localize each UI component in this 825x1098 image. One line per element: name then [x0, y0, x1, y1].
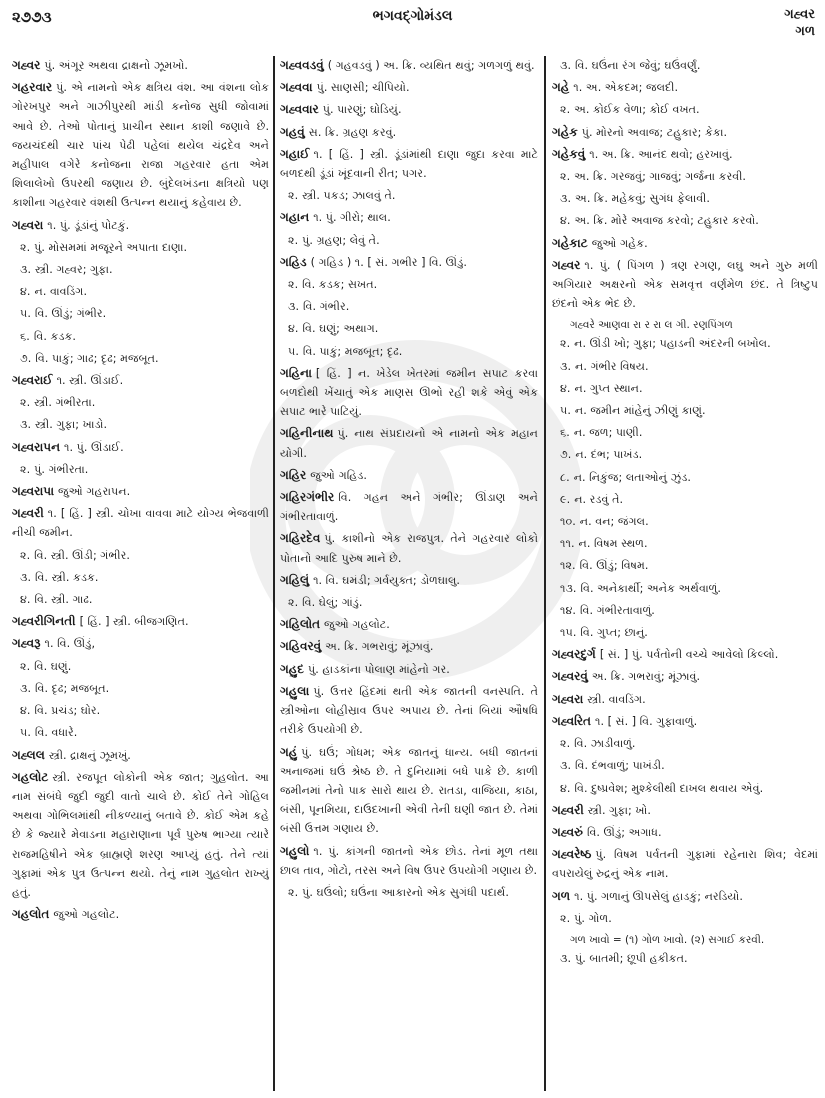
- dictionary-entry: [12, 768, 269, 902]
- definition: જુઓ ગહિડ.: [310, 468, 367, 482]
- sense-number: ૩.: [560, 359, 572, 373]
- dictionary-entry: [280, 466, 538, 485]
- dictionary-entry: [280, 100, 538, 119]
- definition: ૧. પું. ગીરો; થાલ.: [313, 211, 391, 225]
- definition: પું. અંગૂર અથવા દ્રાક્ષનો ઝૂમખો.: [44, 59, 188, 72]
- definition: પું. સાણસી; ચીપિયો.: [316, 81, 410, 95]
- sense-item: [552, 490, 818, 509]
- definition: પું. એ નામનો એક ક્ષત્રિય વંશ. આ વંશના લોક ગોરખપુર અને ગાઝીપુરથી માંડી કનોજ સુધી જોવામાં આવે છે. તેઓ પોતાનું પ્રાચીન સ્થાન કાશી જણાવે છે. જયચંદથી ચાર પાંચ પેઢી પહેલાં થયેલ ચંદ્રદેવ અને મહીપાલ વગેરે કનોજના રાજા ગહરવાર હતા એમ શિલાલેખો ઉપરથી જણાય છે. બુંદેલખંડના ક્ષત્રિયો પણ કાશીના ગહરવાર વંશથી ઉત્પન્ન થયાનું કહેવાય છે.: [12, 81, 269, 210]
- usage-quote: ગહ્વરે આણવા રા ર રા લ ગી. રણપિંગળ: [570, 319, 733, 332]
- definition: પું. બાતમી; છૂપી હકીકત.: [575, 951, 688, 965]
- sense-number: ૨.: [20, 548, 31, 562]
- sense-number: ૨.: [288, 233, 299, 247]
- headword: ગહ્વરી: [12, 506, 44, 521]
- definition: સ. ક્રિ. ગ્રહણ કરવું.: [308, 125, 397, 139]
- dictionary-columns: [0, 56, 825, 1096]
- headword: ગહ્વરિત: [552, 713, 592, 728]
- definition: ૧. [ હિં. ] સ્ત્રી. ડૂંડાંમાંથી દાણા જુદા કરવા માટે બળદથી ડૂંડાં ખૂંદવાની રીત; પગર.: [280, 147, 538, 181]
- definition: અ. ક્રિ. ગભરાવું; મૂંઝાવું.: [325, 640, 434, 654]
- definition: ( ગહિડ ) ૧. [ સં. ગભીર ] વિ. ઊંડું.: [310, 255, 467, 269]
- sense-item: [12, 393, 269, 412]
- definition: વિ. દંભવાળું; પાખંડી.: [575, 759, 665, 773]
- definition: ન. નિકુંજ; લતાઓનું ઝુંડ.: [573, 470, 691, 484]
- headword: ગહેકાટ: [552, 235, 588, 250]
- sense-number: ૨.: [560, 911, 571, 925]
- headword: ગહરવાર: [12, 80, 53, 95]
- guide-word-first: ગહ્વર: [784, 7, 815, 22]
- sense-number: ૨.: [560, 337, 571, 351]
- column-divider: [273, 56, 275, 1091]
- dictionary-entry: [12, 612, 269, 631]
- dictionary-entry: [12, 634, 269, 653]
- dictionary-entry: [552, 801, 818, 820]
- dictionary-entry: [12, 438, 269, 457]
- column-divider: [544, 56, 546, 1091]
- sense-number: ૨.: [20, 396, 31, 410]
- dictionary-entry: [280, 743, 538, 839]
- sense-number: ૫.: [560, 404, 571, 418]
- headword: ગહ્વરદુર્ગ: [552, 647, 596, 662]
- sense-number: ૩.: [560, 951, 572, 965]
- sense-item: [552, 167, 818, 186]
- sense-number: ૨.: [288, 278, 299, 292]
- headword: ગહવું: [280, 124, 305, 139]
- dictionary-entry: [552, 712, 818, 731]
- sense-number: ૯.: [560, 492, 571, 506]
- sense-item: [552, 909, 818, 928]
- headword: ગહલોત: [12, 907, 50, 922]
- sense-number: ૪.: [560, 781, 571, 795]
- sense-item: [12, 546, 269, 565]
- definition: વિ. ઝાડીવાળું.: [574, 737, 636, 751]
- definition: સ્ત્રી. રજપૂત લોકોની એક જાત; ગુહલોત. આ નામ સંબંધે જુદી જુદી વાતો ચાલે છે. કોઈ તેને ગોહિલ અથવા ગોભિલમાંથી નીકળ્યાનું બતાવે છે. કોઈ એમ કહે છે કે જ્યારે મેવાડના મહારાણાના પૂર્વ પુરુષ ભાગ્યા ત્યારે રાજમહિષીને એક બ્રાહ્મણે શરણ આપ્યું હતું. તેને ત્યાં ગુફામાં એક પુત્ર ઉત્પન્ન થયો. તેનું નામ ગુહલોત રાખ્યું હતું.: [12, 770, 269, 899]
- dictionary-entry: [552, 123, 818, 142]
- sense-number: ૬.: [560, 426, 570, 440]
- sense-item: [12, 701, 269, 720]
- headword: ગહ્લલ: [12, 747, 45, 762]
- dictionary-entry: [280, 123, 538, 142]
- dictionary-entry: [280, 637, 538, 656]
- dictionary-entry: [552, 845, 818, 883]
- headword: ગહેક: [552, 124, 578, 139]
- definition: ૧. પું. ગળાનું ઊપસેલું હાડકું; નરડિયો.: [574, 889, 743, 903]
- definition: પું. વિષમ પર્વતની ગુફામાં રહેનારા શિવ; વેદમાં વપરાયેલું રુદ્રનું એક નામ.: [552, 848, 818, 881]
- sense-number: ૨.: [20, 462, 31, 476]
- sense-item: [280, 593, 538, 612]
- sense-item: [552, 56, 818, 75]
- sense-number: ૩.: [20, 418, 32, 432]
- definition: પું. નાથ સંપ્રદાયનો એ નામનો એક મહાન યોગી.: [280, 427, 538, 460]
- definition: ૧. અ. ક્રિ. આનંદ થવો; હરખાવું.: [589, 147, 733, 161]
- definition: વિ. વધારે.: [34, 726, 78, 740]
- sense-item: [552, 949, 818, 968]
- definition: અ. ક્રિ. મોરે અવાજ કરવો; ટહુકાર કરવો.: [574, 214, 759, 228]
- dictionary-entry: [552, 78, 818, 97]
- column-3: [552, 56, 818, 1091]
- definition: પું. ગ્રહણ; લેવું તે.: [302, 233, 380, 247]
- sense-item: [552, 579, 818, 598]
- headword: ગહિર: [280, 467, 307, 482]
- sense-item: [280, 297, 538, 316]
- sense-item: [280, 319, 538, 338]
- sense-number: ૧૪.: [560, 603, 576, 617]
- definition: વિ. કડક.: [33, 329, 76, 343]
- sense-item: [12, 590, 269, 609]
- dictionary-entry: [552, 887, 818, 906]
- sense-number: ૧૦.: [560, 515, 576, 529]
- dictionary-entry: [12, 746, 269, 765]
- dictionary-entry: [552, 823, 818, 842]
- headword: ગહુલો: [280, 843, 310, 858]
- dictionary-entry: [280, 571, 538, 590]
- sense-item: [552, 556, 818, 575]
- dictionary-entry: [280, 253, 538, 272]
- definition: સ્ત્રી. ગુફા; ખાડો.: [35, 418, 108, 432]
- dictionary-entry: [280, 660, 538, 679]
- sense-number: ૨.: [560, 170, 571, 184]
- sense-item: [280, 186, 538, 205]
- headword: ગહ્વરવું: [552, 669, 588, 684]
- definition: [ હિં. ] સ્ત્રી. બીજગણિત.: [79, 615, 189, 629]
- definition: વિ. ઘણું; અથાગ.: [302, 322, 379, 336]
- sense-number: ૩.: [560, 759, 572, 773]
- sense-item: [280, 275, 538, 294]
- sense-item: [552, 334, 818, 353]
- sense-item: [552, 100, 818, 119]
- headword: ગહાઈ: [280, 146, 310, 161]
- sense-number: ૨.: [20, 240, 31, 254]
- definition: ન. ગુપ્ત સ્થાન.: [574, 381, 643, 395]
- dictionary-entry: [552, 667, 818, 686]
- definition: પું. કાશીનો એક રાજપુત્ર. તેને ગહરવાર લોકો પોતાનો આદિ પુરુષ માને છે.: [280, 532, 538, 565]
- definition: વિ. સ્ત્રી. ઊંડી; ગંભીર.: [34, 548, 130, 562]
- definition: ન. દંભ; પાખંડ.: [575, 448, 643, 462]
- headword: ગહિનીનાથ: [280, 426, 334, 441]
- definition: અ. કોઈક વેળા; કોઈ વખત.: [574, 103, 700, 117]
- definition: ૧. પું. કાંગની જાતનો એક છોડ. તેનાં મૂળ તથા છાલ તાવ, ગોટો, તરસ અને વિષ ઉપર ઉપયોગી ગણાય છે.: [280, 844, 538, 877]
- sense-item: [552, 211, 818, 230]
- definition: ( ગહવડવું ) અ. ક્રિ. વ્યથિત થવું; ગળગળું થવું.: [327, 59, 535, 72]
- definition: ૧. [ સં. ] વિ. ગુફાવાળું.: [595, 714, 698, 728]
- dictionary-entry: [12, 78, 269, 212]
- definition: ન. ઊંડી ખો; ગુફા; પહાડની અંદરની બખોલ.: [574, 337, 771, 351]
- sense-number: ૧૧.: [560, 537, 575, 551]
- definition: વિ. ઊંડું; ગંભીર.: [34, 307, 107, 321]
- book-title: ભગવદ્ગોમંડલ: [372, 8, 453, 24]
- definition: જુઓ ગહલોટ.: [324, 618, 390, 632]
- headword: ગળ: [552, 888, 571, 903]
- sense-number: ૫.: [288, 344, 299, 358]
- sense-number: ૨.: [560, 737, 571, 751]
- definition: વિ. ઊંડું; અગાધ.: [586, 825, 662, 839]
- definition: વિ. દુષ્પ્રવેશ; મુશ્કેલીથી દાખલ થવાય એવું.: [574, 781, 764, 795]
- sense-number: ૧૨.: [560, 559, 576, 573]
- headword: ગહિરગંભીર: [280, 490, 335, 505]
- definition: પું. પારણું; ઘોડિયું.: [322, 103, 402, 117]
- dictionary-entry: [280, 842, 538, 880]
- definition: વિ. પાકું; ગાઢ; દૃઢ; મજબૂત.: [35, 351, 159, 365]
- sense-item: [12, 568, 269, 587]
- sense-number: ૩.: [560, 59, 572, 72]
- sense-number: ૭.: [560, 448, 572, 462]
- definition: [ હિં. ] ન. ખેડેલ ખેતરમાં જમીન સપાટ કરવા બળદોથી ખેંચાતું એક માણસ ઊભો રહી શકે એવું એક સપાટ ભારે પાટિયું.: [280, 366, 538, 419]
- definition: વિ. દૃઢ; મજબૂત.: [35, 681, 110, 695]
- headword: ગહ્વરા: [552, 691, 584, 706]
- dictionary-entry: [280, 78, 538, 97]
- sense-number: ૧૩.: [560, 581, 577, 595]
- headword: ગહિરદેવ: [280, 531, 321, 546]
- sense-item: [552, 756, 818, 775]
- headword: ગહ્વરા: [12, 217, 44, 232]
- definition: ન. વન; જંગલ.: [579, 515, 649, 529]
- sense-number: ૫.: [20, 307, 31, 321]
- dictionary-entry: [280, 488, 538, 526]
- headword: ગહ્વરેષ્ઠ: [552, 847, 592, 862]
- headword: ગહે: [552, 80, 570, 95]
- page-number: ૨૭૭૩: [12, 8, 52, 26]
- sense-item: [552, 623, 818, 642]
- sense-item: [12, 304, 269, 323]
- definition: ૧. [ હિં. ] સ્ત્રી. ચોખા વાવવા માટે યોગ્ય ભેજવાળી નીચી જમીન.: [12, 507, 269, 540]
- headword: ગહુલા: [280, 683, 310, 698]
- sense-item: [12, 349, 269, 368]
- dictionary-entry: [552, 234, 818, 253]
- definition: સ્ત્રી. દ્રાક્ષનું ઝૂમખું.: [48, 748, 131, 762]
- sense-number: ૨.: [20, 659, 31, 673]
- definition: ૧. પું. ઊંડાઈ.: [64, 440, 124, 454]
- definition: ન. વાવડિંગ.: [34, 285, 88, 299]
- sense-item: [552, 423, 818, 442]
- definition: વિ. પાકું; મજબૂત; દૃઢ.: [302, 344, 403, 358]
- definition: પું. ગંભીરતા.: [34, 462, 89, 476]
- dictionary-entry: [280, 56, 538, 75]
- definition: ૧. વિ. ઘમંડી; ગર્વયુક્ત; ડોળઘાલુ.: [313, 573, 460, 587]
- column-1: [12, 56, 269, 1091]
- sense-item: [12, 679, 269, 698]
- sense-item: [552, 379, 818, 398]
- dictionary-entry: [12, 216, 269, 235]
- definition: વિ. ગંભીર.: [303, 300, 350, 314]
- sense-item: [552, 779, 818, 798]
- sense-number: ૨.: [288, 885, 299, 899]
- sense-number: ૨.: [288, 189, 299, 203]
- definition: પું. મોસમમાં મજૂરને અપાતા દાણા.: [34, 240, 188, 254]
- definition: વિ. ઘણું.: [34, 659, 72, 673]
- dictionary-entry: [552, 690, 818, 709]
- sense-item: [12, 327, 269, 346]
- definition: વિ. ગંભીરતાવાળું.: [579, 603, 655, 617]
- definition: ન. રડવું તે.: [574, 492, 624, 506]
- definition: વિ. સ્ત્રી. ગાઢ.: [34, 593, 93, 607]
- definition: ૧. અ. એકદમ; જલદી.: [573, 81, 679, 95]
- definition: પું. ઘઉંલો; ઘઉંના આકારનો એક સુગંધી પદાર્થ.: [302, 885, 509, 899]
- headword: ગહિવરવું: [280, 639, 322, 654]
- sense-item: [12, 282, 269, 301]
- guide-word-last: ગળ: [795, 24, 815, 39]
- headword: ગહ્વવા: [280, 80, 313, 95]
- headword: ગહ્વરાપન: [12, 439, 61, 454]
- sense-item: [552, 468, 818, 487]
- dictionary-entry: [280, 424, 538, 462]
- definition: જુઓ ગહલોટ.: [53, 908, 120, 922]
- definition: ૧. વિ. ઊંડું,: [44, 637, 96, 651]
- sense-number: ૪.: [288, 322, 299, 336]
- definition: વિ. ગહન અને ગંભીર; ઊંડાણ અને ગંભીરતાવાળું.: [280, 491, 538, 524]
- sense-item: [12, 238, 269, 257]
- definition: વિ. પ્રચંડ; ઘોર.: [34, 704, 101, 718]
- dictionary-entry: [280, 682, 538, 740]
- page-header: [0, 0, 825, 50]
- definition: સ્ત્રી. વાવડિંગ.: [587, 692, 646, 706]
- dictionary-entry: [552, 256, 818, 314]
- definition: ન. જમીન માંહેનું ઝીણું કાણું.: [574, 404, 706, 418]
- headword: ગહિલું: [280, 572, 310, 587]
- definition: પું. હાડકાંના પોલાણ માંહેનો ગર.: [308, 662, 450, 676]
- sense-number: ૨.: [560, 103, 571, 117]
- dictionary-entry: [280, 364, 538, 422]
- dictionary-entry: [280, 529, 538, 567]
- sense-item: [280, 231, 538, 250]
- definition: વિ. સ્ત્રી. કડક.: [35, 570, 99, 584]
- dictionary-entry: [552, 645, 818, 664]
- definition: ન. જળ; પાણી.: [573, 426, 643, 440]
- dictionary-entry: [12, 504, 269, 542]
- sense-item: [280, 342, 538, 361]
- sense-number: ૩.: [20, 570, 32, 584]
- sense-item: [552, 512, 818, 531]
- sense-number: ૪.: [20, 704, 31, 718]
- headword: ગહ્વરીગિનતી: [12, 614, 76, 629]
- sense-number: ૭.: [20, 351, 32, 365]
- sense-item: [552, 401, 818, 420]
- definition: વિ. ઘેલું; ગાંડું.: [302, 596, 363, 610]
- headword: ગહ્વર: [552, 257, 581, 272]
- definition: પું. મોરનો અવાજ; ટહુકાર; કેકા.: [581, 125, 728, 139]
- guide-words: [784, 6, 815, 40]
- dictionary-entry: [280, 615, 538, 634]
- sense-item: [280, 883, 538, 902]
- sense-number: ૧૫.: [560, 626, 577, 640]
- sense-item: [552, 534, 818, 553]
- usage-quote: ગળ ખાવો = (૧) ગોળ ખાવો. (૨) સગાઈ કરવી.: [570, 933, 765, 946]
- sense-number: ૫.: [20, 726, 31, 740]
- dictionary-entry: [280, 145, 538, 183]
- headword: ગહેકવું: [552, 146, 586, 161]
- sense-number: ૩.: [560, 192, 572, 206]
- dictionary-entry: [12, 371, 269, 390]
- sense-item: [12, 415, 269, 434]
- sense-number: ૩.: [288, 300, 300, 314]
- sense-number: ૪.: [560, 381, 571, 395]
- definition: વિ. ઊંડું; વિષમ.: [579, 559, 649, 573]
- definition: સ્ત્રી. ગહ્વર; ગુફા.: [35, 263, 113, 277]
- definition: અ. ક્રિ. ગરજવું; ગાજવું; ગર્જના કરવી.: [574, 170, 746, 184]
- headword: ગહિલોત: [280, 617, 321, 632]
- definition: વિ. અનેકાર્થી; અનેક અર્થવાળું.: [580, 581, 721, 595]
- definition: ૧. પું. ડૂંડાંનું પોટકું.: [47, 218, 130, 232]
- definition: સ્ત્રી. ગુફા; ખો.: [587, 803, 651, 817]
- sense-number: ૪.: [560, 214, 571, 228]
- dictionary-entry: [552, 145, 818, 164]
- definition: પું. ઘઉં; ગોધમ; એક જાતનું ધાન્ય. બધી જાતનાં અનાજમાં ઘઉં શ્રેષ્ઠ છે. તે દુનિયામાં બધે પાકે છે. કાળી જમીનમાં તેનો પાક સારો થાય છે. રાતડા, વાજિયા, કાઠા, બંસી, પૂનમિયા, દાઉદખાની એવી તેની ઘણી જાત છે. તેમાં બંસી ઉત્તમ ગણાય છે.: [280, 745, 538, 836]
- definition: જુઓ ગહેક.: [591, 236, 648, 250]
- sense-item: [12, 657, 269, 676]
- definition: વિ. ઘઉંના રંગ જેવું; ઘઉંવર્ણું.: [575, 59, 701, 72]
- sense-item: [552, 189, 818, 208]
- sense-number: ૩.: [20, 263, 32, 277]
- sense-item: [552, 734, 818, 753]
- sense-item: [552, 601, 818, 620]
- definition: વિ. ગુપ્ત; છાનું.: [580, 626, 648, 640]
- definition: પું. ગોળ.: [574, 911, 612, 925]
- headword: ગહ્વર: [12, 58, 41, 72]
- headword: ગહું: [280, 744, 298, 759]
- definition: [ સં. ] પું. પર્વતોની વચ્ચે આવેલો કિલ્લો.: [599, 648, 779, 662]
- sense-item: [552, 445, 818, 464]
- headword: ગહિના: [280, 365, 312, 380]
- headword: ગહ્વરૂ: [12, 636, 41, 651]
- headword: ગહિડ: [280, 254, 307, 269]
- definition: ન. ગંભીર વિષય.: [575, 359, 649, 373]
- definition: અ. ક્રિ. ગભરાવું; મૂંઝાવું.: [591, 670, 701, 684]
- sense-number: ૮.: [560, 470, 570, 484]
- definition: પું. ઉત્તર હિંદમાં થતી એક જાતની વનસ્પતિ. તે સ્ત્રીઓના લોહીસ્રાવ ઉપર અપાય છે. તેનાં બિયાં ઔષધિ તરીકે ઉપયોગી છે.: [280, 684, 538, 737]
- headword: ગહ્વરું: [552, 824, 583, 839]
- sense-number: ૩.: [20, 681, 32, 695]
- definition: સ્ત્રી. ગંભીરતા.: [34, 396, 96, 410]
- definition: ૧. પું. ( પિંગળ ) ત્રણ રગણ, લઘુ અને ગુરુ મળી અગિયાર અક્ષરનો એક સમવૃત્ત વર્ણમેળ છંદ. તે ત્રિષ્ટુપ છંદનો એક ભેદ છે.: [552, 258, 818, 311]
- dictionary-entry: [12, 905, 269, 924]
- definition: સ્ત્રી. પકડ; ઝાલવું તે.: [302, 189, 396, 203]
- headword: ગહાન: [280, 210, 310, 225]
- sense-item: [12, 460, 269, 479]
- sense-item: [552, 357, 818, 376]
- headword: ગહ્વરી: [552, 802, 584, 817]
- definition: ૧. સ્ત્રી. ઊંડાઈ.: [56, 374, 124, 388]
- column-2: [280, 56, 538, 1091]
- headword: ગહ્વરાઈ: [12, 373, 53, 388]
- headword: ગહ્વવાર: [280, 102, 319, 117]
- sense-number: ૬.: [20, 329, 30, 343]
- sense-number: ૪.: [20, 285, 31, 299]
- dictionary-entry: [12, 482, 269, 501]
- definition: વિ. કડક; સખત.: [302, 278, 378, 292]
- headword: ગહુદ: [280, 661, 305, 676]
- dictionary-entry: [12, 56, 269, 75]
- headword: ગહ્વવડવું: [280, 58, 324, 72]
- sense-number: ૨.: [288, 596, 299, 610]
- definition: ન. વિષમ સ્થળ.: [578, 537, 648, 551]
- definition: જુઓ ગહરાપન.: [58, 485, 131, 499]
- sense-number: ૪.: [20, 593, 31, 607]
- headword: ગહલોટ: [12, 769, 49, 784]
- dictionary-entry: [280, 208, 538, 227]
- sense-item: [12, 260, 269, 279]
- headword: ગહ્વરાપા: [12, 484, 55, 499]
- definition: અ. ક્રિ. મહેકવું; સુગંધ ફેલાવી.: [575, 192, 710, 206]
- sense-item: [12, 723, 269, 742]
